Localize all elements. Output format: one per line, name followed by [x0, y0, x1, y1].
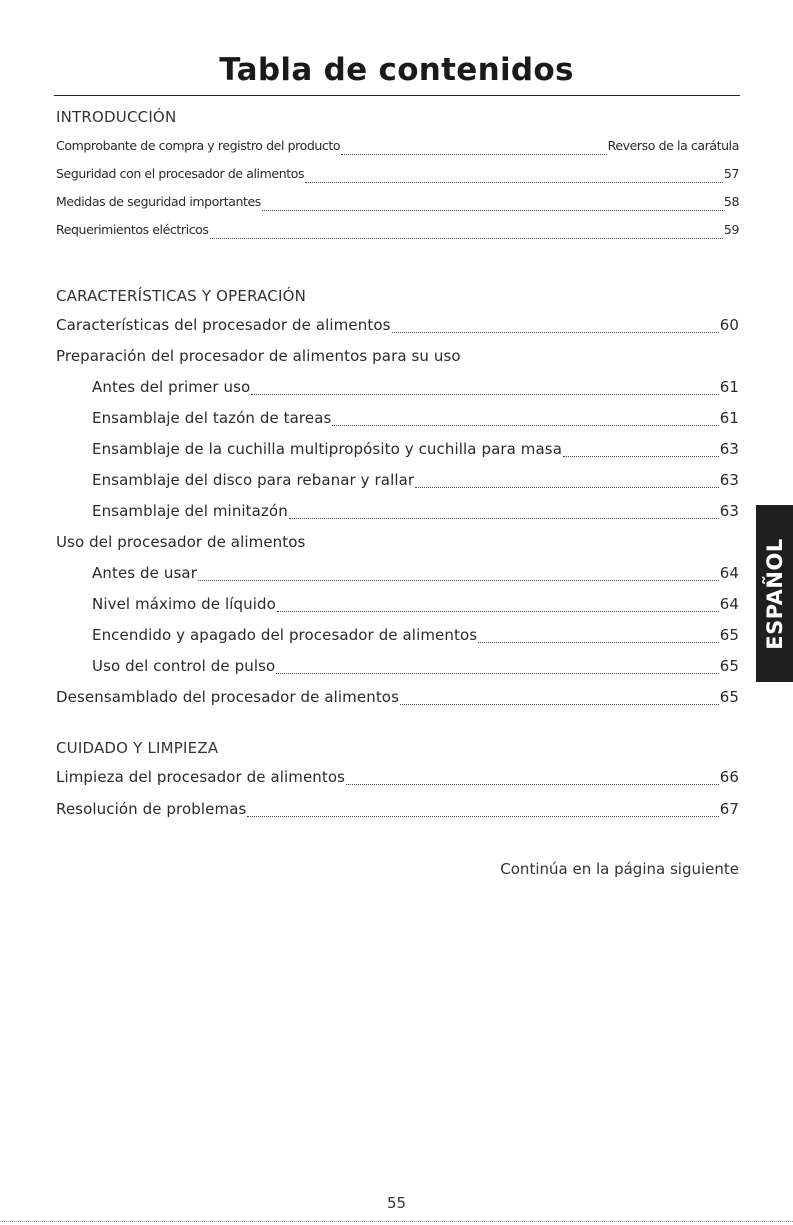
dot-leader [210, 237, 723, 239]
toc-entry-page: 64 [719, 564, 739, 582]
toc-entry-page: 63 [719, 471, 739, 489]
dot-leader [415, 486, 719, 488]
toc-entry-label: Antes del primer uso [92, 378, 251, 396]
dot-leader [400, 703, 719, 705]
toc-entry-label: Ensamblaje del disco para rebanar y rallar [92, 471, 415, 489]
title-divider [54, 95, 740, 96]
dot-leader [276, 672, 718, 674]
toc-entry-label: Características del procesador de alimentos [56, 316, 391, 334]
toc-entry-page: 65 [719, 657, 739, 675]
toc-entry-page: 65 [719, 688, 739, 706]
dot-leader [563, 455, 719, 457]
toc-entry-label: Medidas de seguridad importantes [56, 194, 261, 209]
toc-entry[interactable] [56, 800, 739, 822]
dot-leader [262, 209, 723, 211]
toc-entry-label: Resolución de problemas [56, 800, 247, 818]
toc-entry[interactable] [92, 626, 739, 648]
toc-entry[interactable] [56, 138, 739, 160]
toc-entry-page: 60 [719, 316, 739, 334]
toc-entry-page: 57 [723, 166, 739, 181]
language-side-tab [756, 505, 793, 682]
toc-entry[interactable] [92, 471, 739, 493]
section-heading-intro: INTRODUCCIÓN [56, 108, 177, 126]
language-tab-label: ESPAÑOL [762, 537, 787, 650]
toc-entry[interactable] [56, 316, 739, 338]
section-heading-care: CUIDADO Y LIMPIEZA [56, 739, 219, 757]
toc-entry-page: 65 [719, 626, 739, 644]
toc-entry[interactable] [56, 166, 739, 188]
toc-entry-page: 63 [719, 440, 739, 458]
toc-entry[interactable] [92, 564, 739, 586]
toc-entry-label: Seguridad con el procesador de alimentos [56, 166, 305, 181]
toc-entry-label: Ensamblaje de la cuchilla multipropósito y cuchilla para masa [92, 440, 563, 458]
toc-entry[interactable] [92, 502, 739, 524]
toc-entry-page: Reverso de la carátula [607, 138, 739, 153]
toc-entry-label: Ensamblaje del minitazón [92, 502, 288, 520]
dot-leader [346, 783, 719, 785]
dot-leader [305, 181, 723, 183]
toc-entry[interactable] [92, 440, 739, 462]
dot-leader [289, 517, 719, 519]
toc-entry[interactable] [56, 194, 739, 216]
toc-entry-page: 66 [719, 768, 739, 786]
toc-entry-label: Antes de usar [92, 564, 197, 582]
section-heading-features: CARACTERÍSTICAS Y OPERACIÓN [56, 287, 307, 305]
toc-group-heading[interactable] [56, 347, 739, 369]
dot-leader [251, 393, 718, 395]
toc-entry-label: Limpieza del procesador de alimentos [56, 768, 346, 786]
page-number: 55 [386, 1194, 407, 1212]
toc-entry[interactable] [92, 595, 739, 617]
continued-note: Continúa en la página siguiente [500, 860, 739, 878]
toc-entry-label: Encendido y apagado del procesador de alimentos [92, 626, 478, 644]
toc-entry-label: Nivel máximo de líquido [92, 595, 276, 613]
toc-entry[interactable] [92, 409, 739, 431]
dot-leader [392, 331, 719, 333]
dot-leader [341, 153, 607, 155]
toc-group-heading[interactable] [56, 533, 739, 555]
bottom-border [0, 1221, 793, 1222]
toc-entry-page: 63 [719, 502, 739, 520]
toc-entry-label: Uso del control de pulso [92, 657, 276, 675]
toc-entry-page: 61 [719, 378, 739, 396]
toc-entry-label: Ensamblaje del tazón de tareas [92, 409, 332, 427]
toc-entry-label: Comprobante de compra y registro del producto [56, 138, 341, 153]
toc-entry[interactable] [56, 768, 739, 790]
dot-leader [332, 424, 718, 426]
dot-leader [198, 579, 719, 581]
dot-leader [247, 815, 718, 817]
dot-leader [478, 641, 719, 643]
toc-entry-page: 64 [719, 595, 739, 613]
toc-entry-page: 61 [719, 409, 739, 427]
toc-entry[interactable] [92, 378, 739, 400]
page-title: Tabla de contenidos [219, 52, 574, 88]
toc-entry-page: 59 [723, 222, 739, 237]
toc-entry-label: Requerimientos eléctricos [56, 222, 209, 237]
toc-entry-label: Uso del procesador de alimentos [56, 533, 306, 551]
toc-entry-page: 67 [719, 800, 739, 818]
toc-entry-page: 58 [723, 194, 739, 209]
toc-entry[interactable] [56, 688, 739, 710]
dot-leader [277, 610, 719, 612]
toc-entry[interactable] [56, 222, 739, 244]
toc-entry-label: Preparación del procesador de alimentos para su uso [56, 347, 461, 365]
toc-entry-label: Desensamblado del procesador de alimentos [56, 688, 399, 706]
toc-entry[interactable] [92, 657, 739, 679]
